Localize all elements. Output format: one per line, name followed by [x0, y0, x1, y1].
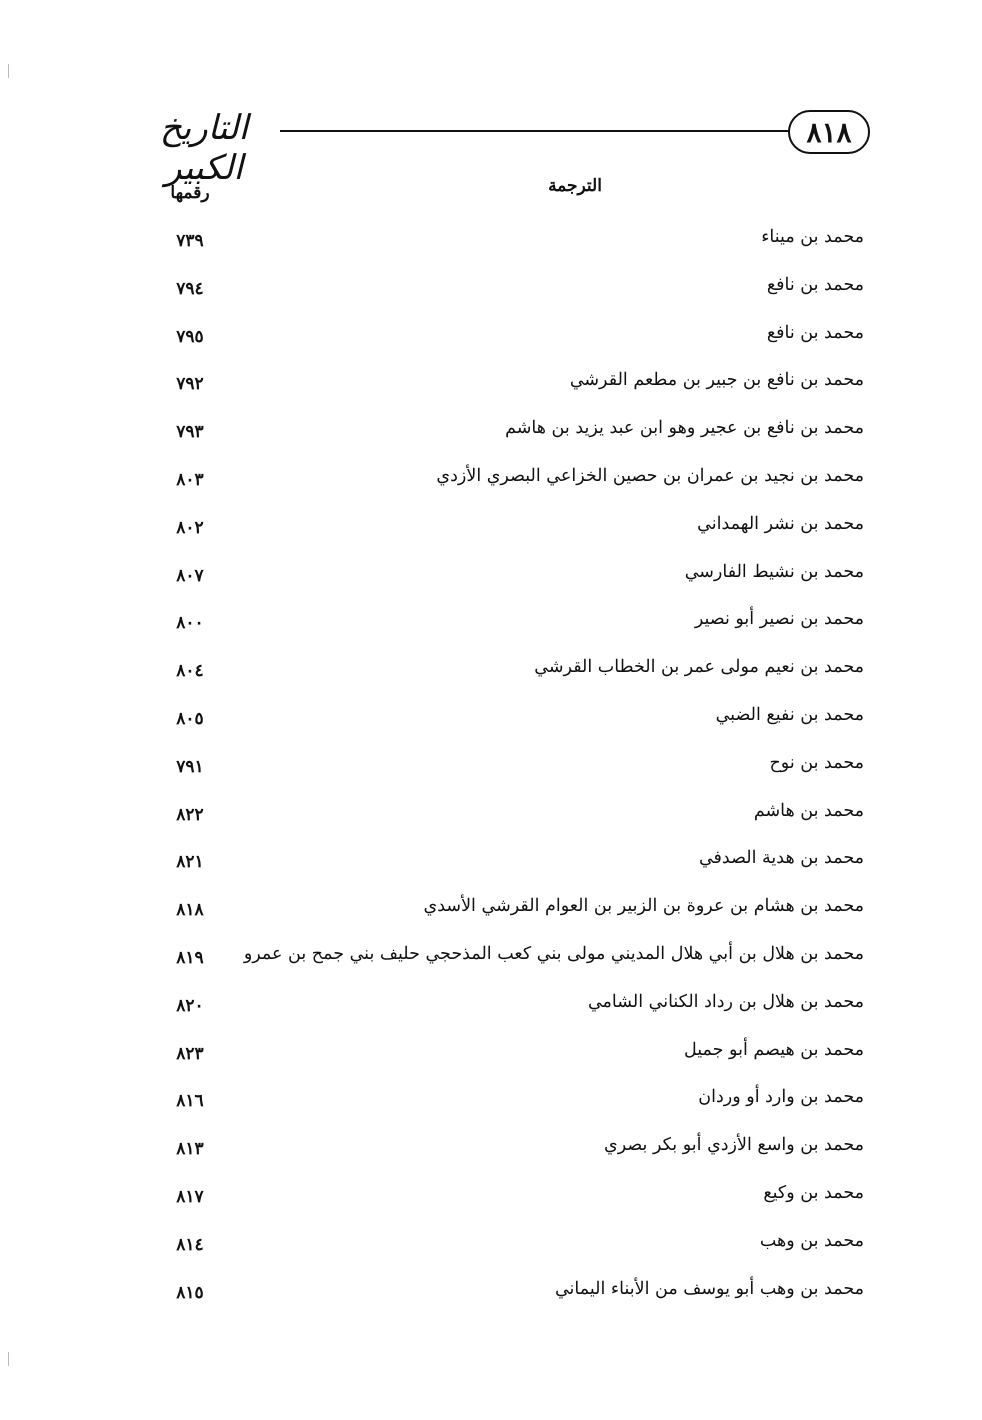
entry-number: ٨٢٢: [176, 804, 204, 825]
entry-number: ٨٠٧: [176, 565, 204, 586]
entry-number: ٨٠٣: [176, 469, 204, 490]
entry-name: محمد بن وكيع: [763, 1182, 864, 1203]
entry-name: محمد بن نافع بن عجير وهو ابن عبد يزيد بن هاشم: [505, 418, 864, 439]
entry-number: ٧٩٤: [176, 278, 204, 299]
index-row: [0, 1082, 982, 1130]
entry-name: محمد بن نصير أبو نصير: [694, 609, 864, 630]
entry-name: محمد بن نعيم مولى عمر بن الخطاب القرشي: [534, 657, 864, 678]
entry-number: ٨٠٢: [176, 517, 204, 538]
index-row: [0, 891, 982, 939]
index-row: [0, 796, 982, 844]
index-row: [0, 461, 982, 509]
index-row: [0, 318, 982, 366]
entry-number: ٨٢١: [176, 852, 204, 873]
entry-number: ٨١٤: [176, 1234, 204, 1255]
index-row: [0, 748, 982, 796]
index-row: [0, 222, 982, 270]
entry-name: محمد بن هدية الصدفي: [698, 848, 864, 869]
index-row: [0, 509, 982, 557]
index-row: [0, 557, 982, 605]
index-row: [0, 1274, 982, 1322]
entry-number: ٧٩٥: [176, 326, 204, 347]
entry-name: محمد بن نوح: [769, 752, 864, 773]
entry-name: محمد بن واسع الأزدي أبو بكر بصري: [604, 1135, 864, 1156]
entry-number: ٨٢٠: [176, 995, 204, 1016]
entry-number: ٨٠٥: [176, 708, 204, 729]
entry-number: ٨٠٤: [176, 661, 204, 682]
index-row: [0, 270, 982, 318]
scan-margin-mark: [8, 64, 9, 78]
entry-number: ٨١٥: [176, 1282, 204, 1303]
entry-name: محمد بن نجيد بن عمران بن حصين الخزاعي البصري الأزدي: [436, 465, 864, 486]
entry-number: ٧٩١: [176, 756, 204, 777]
entry-number: ٧٩٣: [176, 422, 204, 443]
entry-number: ٨١٩: [176, 947, 204, 968]
index-row: [0, 1130, 982, 1178]
index-row: [0, 652, 982, 700]
index-row: [0, 1035, 982, 1083]
entry-name: محمد بن هيصم أبو جميل: [684, 1039, 864, 1060]
entry-name: محمد بن وهب: [759, 1230, 864, 1251]
index-row: [0, 365, 982, 413]
index-row: [0, 843, 982, 891]
index-row: [0, 939, 982, 987]
index-row: [0, 987, 982, 1035]
index-row: [0, 604, 982, 652]
entry-number: ٨١٧: [176, 1186, 204, 1207]
page-number-badge: ٨١٨: [788, 110, 870, 154]
scan-margin-mark: [8, 1352, 9, 1366]
column-heading-name: الترجمة: [548, 176, 602, 196]
index-list: [0, 222, 982, 1321]
entry-name: محمد بن نافع بن جبير بن مطعم القرشي: [569, 370, 864, 391]
entry-number: ٨١٦: [176, 1091, 204, 1112]
header-rule: [280, 130, 792, 132]
entry-number: ٧٣٩: [176, 231, 204, 251]
index-row: [0, 413, 982, 461]
entry-name: محمد بن هاشم: [753, 800, 864, 821]
entry-number: ٨٠٠: [176, 613, 204, 634]
entry-name: محمد بن نافع: [766, 274, 864, 295]
entry-number: ٧٩٢: [176, 374, 204, 395]
entry-number: ٨١٣: [176, 1139, 204, 1160]
index-row: [0, 700, 982, 748]
index-row: [0, 1178, 982, 1226]
entry-name: محمد بن وارد أو وردان: [698, 1087, 864, 1108]
entry-name: محمد بن نشر الهمداني: [697, 513, 864, 534]
entry-name: محمد بن وهب أبو يوسف من الأبناء اليماني: [554, 1278, 864, 1299]
index-row: [0, 1226, 982, 1274]
book-title: التاريخ الكبير: [159, 108, 249, 188]
entry-name: محمد بن هشام بن عروة بن الزبير بن العوام القرشي الأسدي: [423, 896, 864, 917]
entry-name: محمد بن هلال بن أبي هلال المديني مولى بني كعب المذحجي حليف بني جمح بن عمرو: [243, 943, 864, 964]
column-heading-number: رقمها: [170, 183, 210, 203]
entry-name: محمد بن نشيط الفارسي: [684, 561, 864, 582]
entry-number: ٨٢٣: [176, 1043, 204, 1064]
entry-number: ٨١٨: [176, 900, 204, 921]
entry-name: محمد بن ميناء: [761, 227, 864, 247]
entry-name: محمد بن نافع: [766, 322, 864, 343]
entry-name: محمد بن نفيع الضبي: [715, 704, 864, 725]
entry-name: محمد بن هلال بن رداد الكناني الشامي: [587, 991, 864, 1012]
